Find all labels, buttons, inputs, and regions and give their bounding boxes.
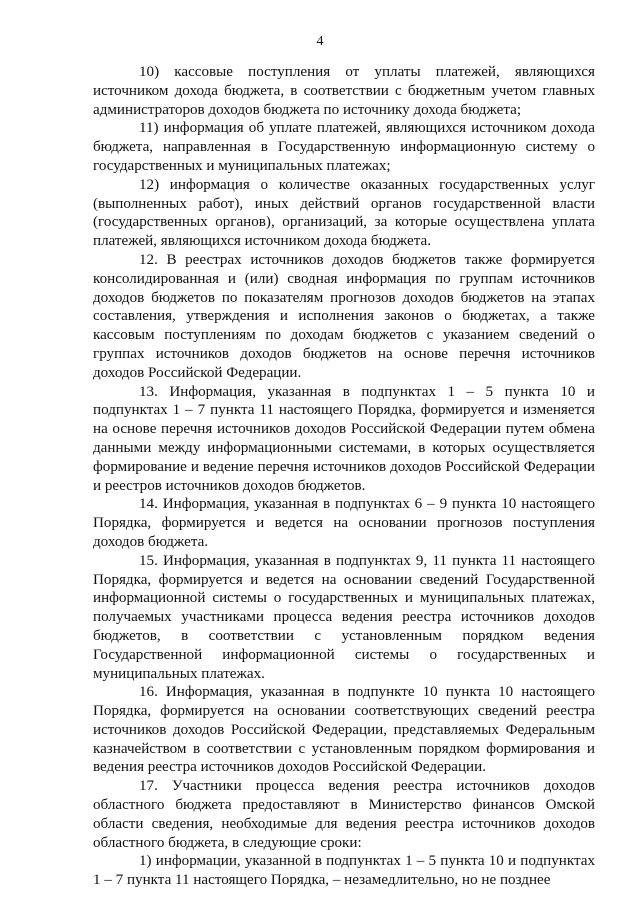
paragraph-clause-13: 13. Информация, указанная в подпунктах 1 – 5 пункта 10 и подпунктах 1 – 7 пункта 11 настоящего Порядка, формируется и изменяется на основе перечня источников доходов Российской Федерации путем обмена данными между информационными системами, в которых осуществляется формирование и ведение перечня источников доходов Российской Федерации и реестров источников доходов бюджетов. bbox=[93, 383, 595, 494]
paragraph-clause-16: 16. Информация, указанная в подпункте 10 пункта 10 настоящего Порядка, формируется на основании соответствующих сведений реестра источников доходов Российской Федерации, представляемых Федеральным казначейством в соответствии с установленным порядком формирования и ведения реестра источников доходов Российской Федерации. bbox=[93, 684, 595, 776]
paragraph-clause-17: 17. Участники процесса ведения реестра источников доходов областного бюджета предоставляют в Министерство финансов Омской области сведения, необходимые для ведения реестра источников доходов областного бюджета, в следующие сроки: bbox=[93, 778, 595, 851]
paragraph-item-12: 12) информация о количестве оказанных государственных услуг (выполненных работ), иных действий органов государственной власти (государственных органов), организаций, за которые осуществлена уплата платежей, являющихся источником дохода бюджета. bbox=[93, 176, 595, 250]
paragraph-item-10: 10) кассовые поступления от уплаты платежей, являющихся источником дохода бюджета, в соответствии с бюджетным учетом главных администраторов доходов бюджета по источнику дохода бюджета; bbox=[93, 64, 595, 118]
document-body bbox=[93, 63, 595, 890]
paragraph-clause-15: 15. Информация, указанная в подпунктах 9, 11 пункта 11 настоящего Порядка, формируется и ведется на основании сведений Государственной информационной системы о государственных и муниципальных платежах, получаемых участниками процесса ведения реестра источников доходов бюджетов, в соответствии с установленным порядком ведения Государственной информационной системы о государственных и муниципальных платежах. bbox=[93, 552, 595, 682]
page-number: 4 bbox=[316, 34, 324, 49]
paragraph-clause-12: 12. В реестрах источников доходов бюджетов также формируется консолидированная и (или) сводная информация по группам источников доходов бюджетов по показателям прогнозов доходов бюджетов на этапах составления, утверждения и исполнения законов о бюджетах, а также кассовым поступлениям по доходам бюджетов с указанием сведений о группах источников доходов бюджетов на основе перечня источников доходов Российской Федерации. bbox=[93, 251, 595, 381]
paragraph-clause-14: 14. Информация, указанная в подпунктах 6 – 9 пункта 10 настоящего Порядка, формируется и ведется на основании прогнозов поступления доходов бюджета. bbox=[93, 496, 595, 550]
paragraph-item-11: 11) информация об уплате платежей, являющихся источником дохода бюджета, направленная в Государственную информационную систему о государственных и муниципальных платежах; bbox=[93, 120, 595, 174]
paragraph-subitem-1: 1) информации, указанной в подпунктах 1 – 5 пункта 10 и подпунктах 1 – 7 пункта 11 настоящего Порядка, – незамедлительно, но не позднее bbox=[93, 853, 595, 889]
